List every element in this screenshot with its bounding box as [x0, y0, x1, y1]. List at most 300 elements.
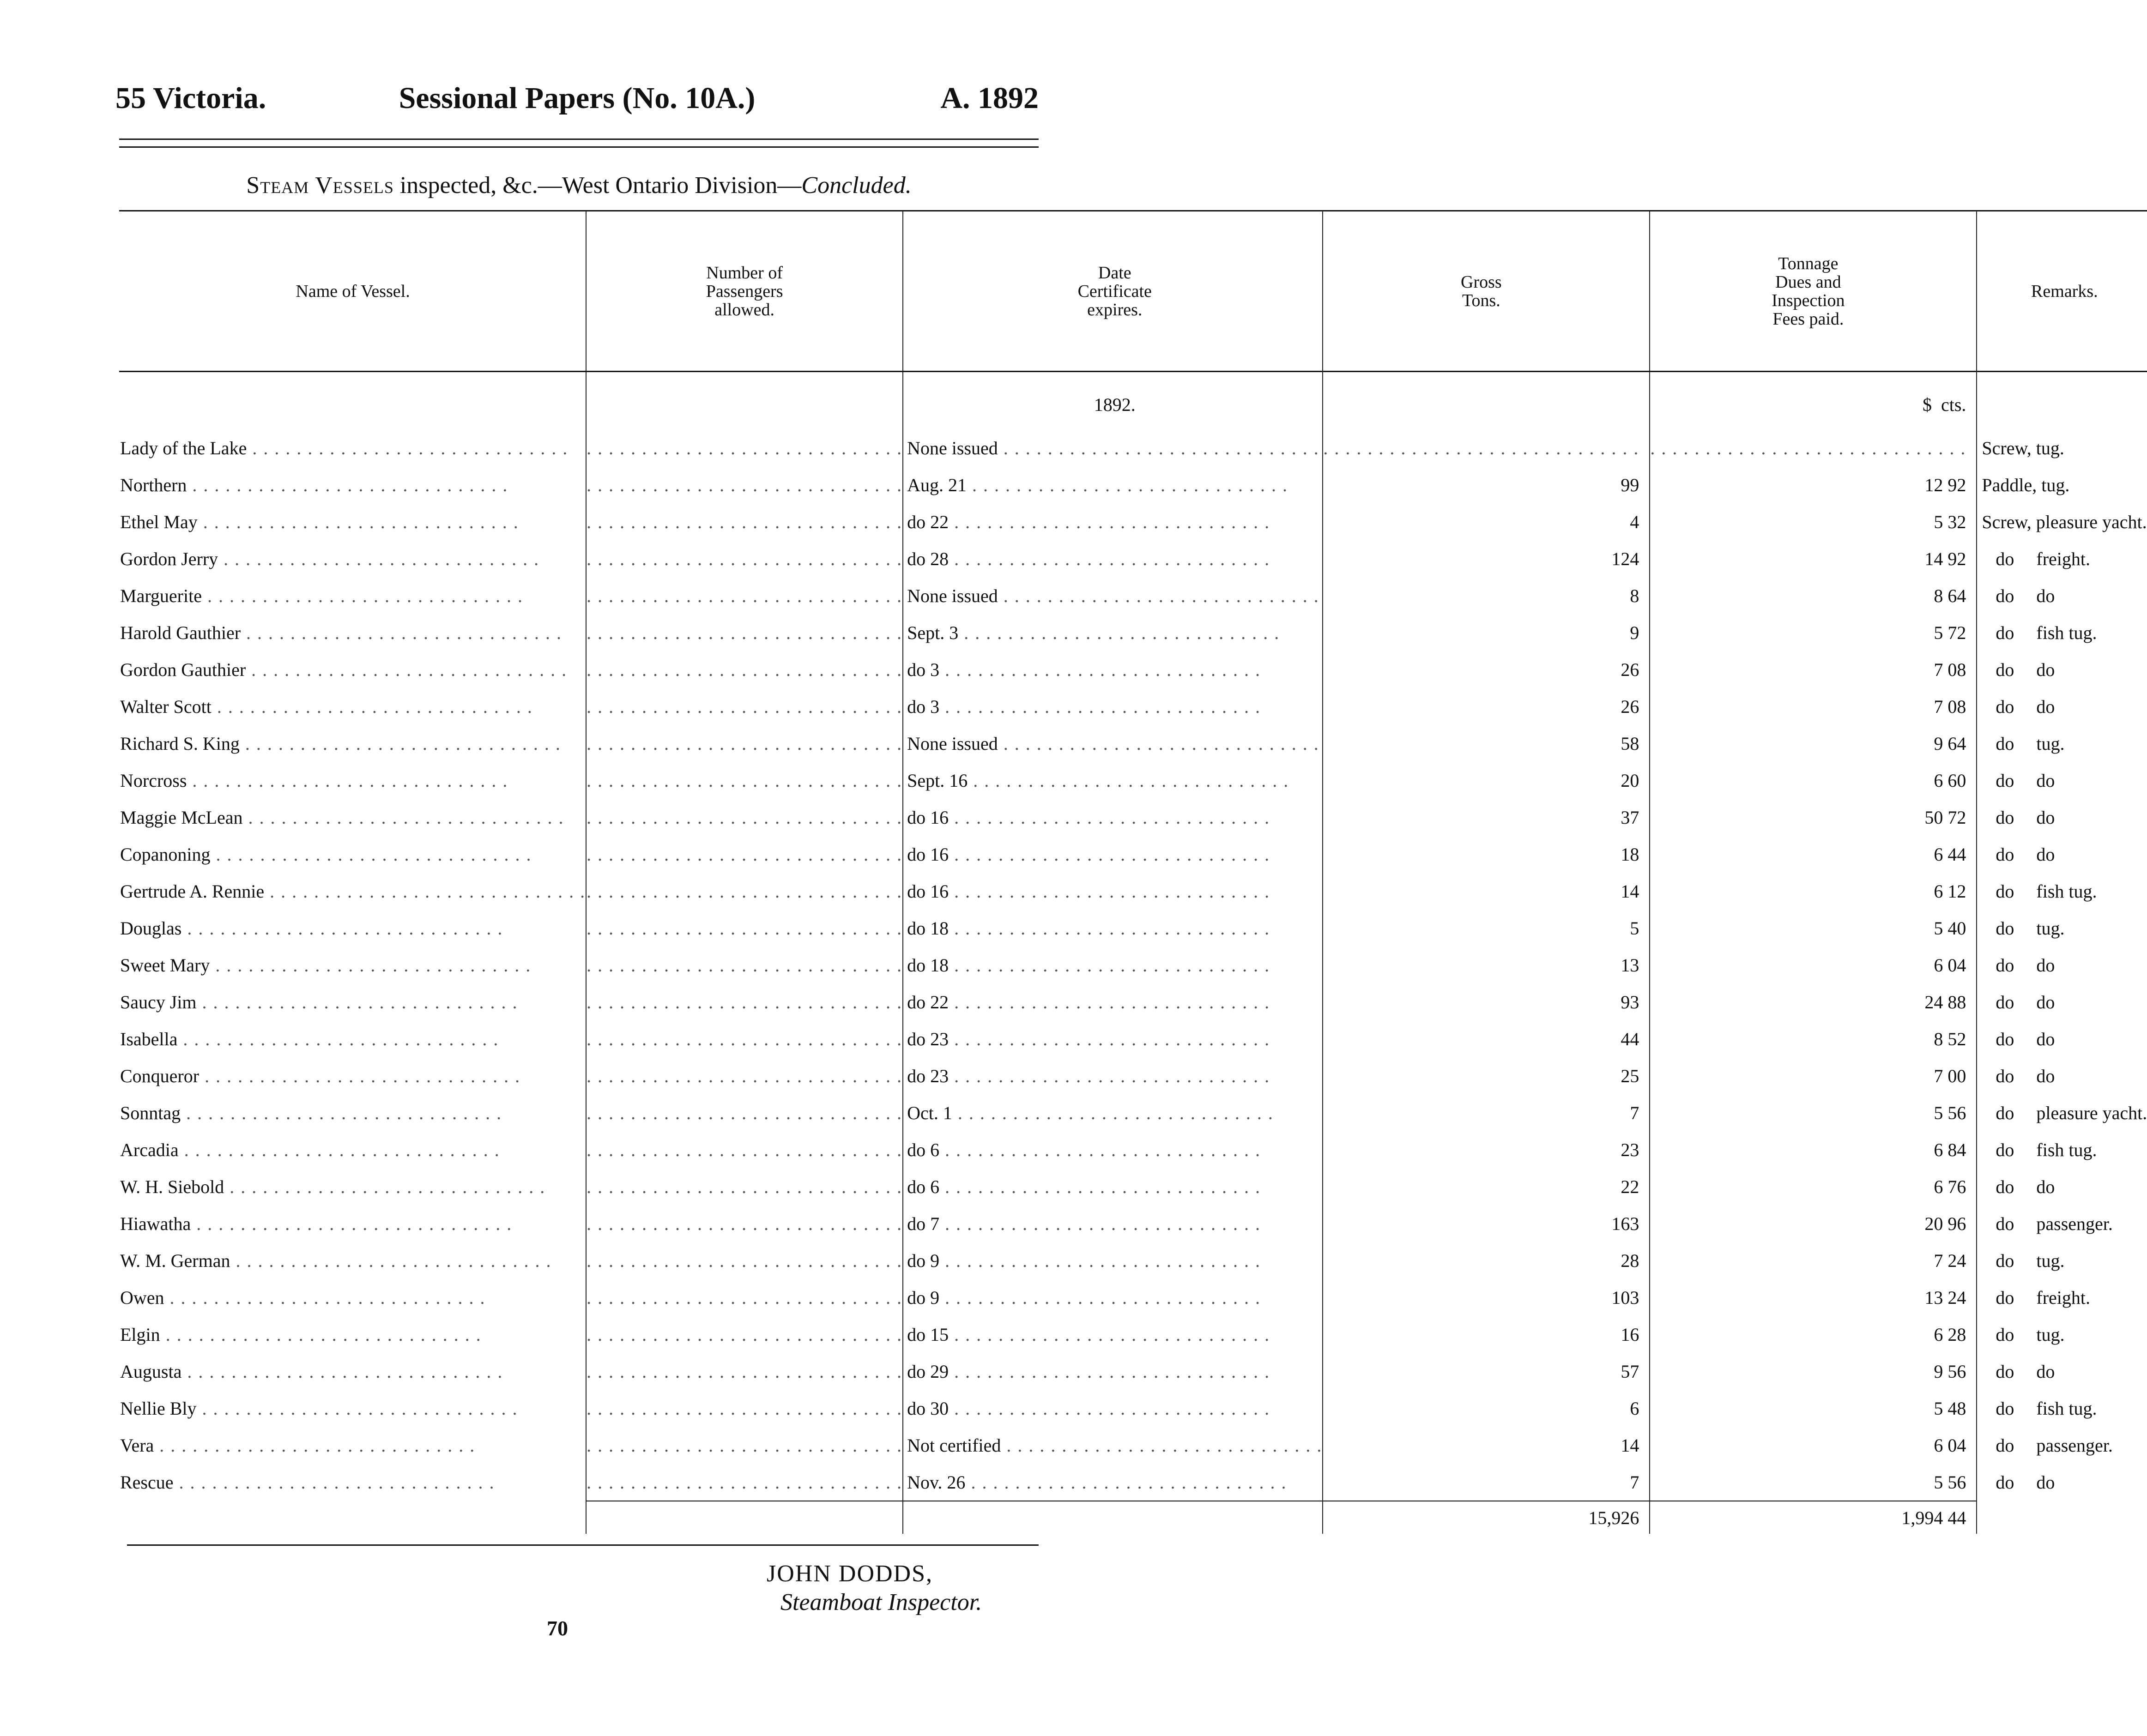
- gross-tons-cell: 16: [1323, 1316, 1650, 1353]
- gross-tons-cell: 7: [1323, 1464, 1650, 1501]
- vessel-name-cell: [119, 1316, 586, 1353]
- remarks-cell: [1977, 614, 2147, 651]
- passengers-cell: [586, 577, 903, 614]
- vessel-name: Gordon Gauthier: [120, 659, 246, 680]
- passengers-cell: [586, 651, 903, 688]
- leader-dots: . . . . . . . . . . . . . . . . . . . . . . . . . . . . .: [587, 474, 903, 495]
- totals-row: [119, 1501, 2147, 1534]
- dues-paid-cell: 9 64: [1650, 725, 1977, 762]
- dues-paid-cell: 6 12: [1650, 873, 1977, 910]
- passengers-cell: [586, 1316, 903, 1353]
- gross-tons-cell: 14: [1323, 1427, 1650, 1464]
- certificate-date-cell: [903, 1427, 1323, 1464]
- remark-type: do: [1996, 1361, 2014, 1382]
- leader-dots: . . . . . . . . . . . . . . . . . . . . . . . . . . . . .: [949, 1028, 1270, 1049]
- vessel-name-cell: [119, 910, 586, 946]
- remarks-cell: [1977, 983, 2147, 1020]
- leader-dots: . . . . . . . . . . . . . . . . . . . . . . . . . . . . .: [939, 1176, 1261, 1197]
- dues-paid-cell: 6 84: [1650, 1131, 1977, 1168]
- gross-tons-cell: 99: [1323, 466, 1650, 503]
- vessel-name: Saucy Jim: [120, 991, 197, 1013]
- leader-dots: . . . . . . . . . . . . . . . . . . . . . . . . . . . . .: [587, 659, 903, 680]
- passengers-cell: [586, 1464, 903, 1501]
- remark-type: Paddle, tug.: [1982, 474, 2070, 495]
- remark-type: do: [1996, 1324, 2014, 1345]
- table-row: [119, 983, 2147, 1020]
- leader-dots: . . . . . . . . . . . . . . . . . . . . . . . . . . . . .: [587, 1065, 903, 1086]
- vessel-name: Hiawatha: [120, 1213, 191, 1234]
- remarks-cell: [1977, 836, 2147, 873]
- leader-dots: . . . . . . . . . . . . . . . . . . . . . . . . . . . . .: [199, 1065, 521, 1086]
- col-header-date: [903, 211, 1323, 372]
- leader-dots: . . . . . . . . . . . . . . . . . . . . . . . . . . . . .: [949, 1065, 1270, 1086]
- leader-dots: . . . . . . . . . . . . . . . . . . . . . . . . . . . . .: [164, 1287, 486, 1308]
- passengers-cell: [586, 503, 903, 540]
- remarks-cell: [1977, 540, 2147, 577]
- caption-title: Steam Vessels: [246, 172, 394, 199]
- leader-dots: . . . . . . . . . . . . . . . . . . . . . . . . . . . . .: [949, 991, 1270, 1013]
- remark-use: passenger.: [2036, 1213, 2113, 1234]
- remark-type: do: [1996, 733, 2014, 754]
- vessel-name: Rescue: [120, 1472, 174, 1493]
- vessel-name-cell: [119, 836, 586, 873]
- vessel-name-cell: [119, 429, 586, 466]
- passengers-cell: [586, 1131, 903, 1168]
- vessel-name: Northern: [120, 474, 187, 495]
- remark-type: do: [1996, 1065, 2014, 1086]
- remark-use: do: [2036, 1065, 2055, 1086]
- remarks-cell: [1977, 466, 2147, 503]
- gross-tons-cell: 13: [1323, 946, 1650, 983]
- leader-dots: . . . . . . . . . . . . . . . . . . . . . . . . . . . . .: [160, 1324, 482, 1345]
- dues-paid-cell: 7 08: [1650, 651, 1977, 688]
- remark-type: do: [1996, 954, 2014, 976]
- col-header-gross-text: Gross Tons.: [1461, 272, 1502, 310]
- leader-dots: . . . . . . . . . . . . . . . . . . . . . . . . . . . . .: [587, 770, 903, 791]
- table-row: [119, 1205, 2147, 1242]
- vessel-name-cell: [119, 1168, 586, 1205]
- passengers-cell: [586, 910, 903, 946]
- passengers-cell: [586, 1057, 903, 1094]
- certificate-date: do 18: [907, 954, 949, 976]
- table-row: [119, 503, 2147, 540]
- leader-dots: . . . . . . . . . . . . . . . . . . . . . . . . . . . . .: [587, 844, 903, 865]
- vessel-name: Nellie Bly: [120, 1398, 197, 1419]
- gross-tons-cell: 26: [1323, 651, 1650, 688]
- remark-type: do: [1996, 548, 2014, 569]
- leader-dots: . . . . . . . . . . . . . . . . . . . . . . . . . . . . .: [949, 1324, 1270, 1345]
- table-row: [119, 540, 2147, 577]
- remark-use: do: [2036, 1028, 2055, 1049]
- vessel-name-cell: [119, 1390, 586, 1427]
- vessel-name: Augusta: [120, 1361, 182, 1382]
- certificate-date-cell: [903, 1205, 1323, 1242]
- leader-dots: . . . . . . . . . . . . . . . . . . . . . . . . . . . . .: [196, 991, 518, 1013]
- dues-paid-cell: 6 04: [1650, 1427, 1977, 1464]
- dues-paid-cell: 6 04: [1650, 946, 1977, 983]
- certificate-date: do 16: [907, 807, 949, 828]
- leader-dots: . . . . . . . . . . . . . . . . . . . . . . . . . . . . .: [264, 880, 586, 902]
- header-double-rule: [119, 139, 1039, 148]
- certificate-date-cell: [903, 836, 1323, 873]
- certificate-date-cell: [903, 614, 1323, 651]
- certificate-date: Aug. 21: [907, 474, 967, 495]
- dues-paid-cell: 14 92: [1650, 540, 1977, 577]
- table-row: [119, 688, 2147, 725]
- vessel-name: Harold Gauthier: [120, 622, 241, 643]
- remark-use: do: [2036, 696, 2055, 717]
- vessel-name: Owen: [120, 1287, 164, 1308]
- passengers-cell: [586, 1279, 903, 1316]
- leader-dots: . . . . . . . . . . . . . . . . . . . . . . . . . . . . .: [949, 548, 1270, 569]
- dues-paid-cell: 9 56: [1650, 1353, 1977, 1390]
- vessel-name-cell: [119, 799, 586, 836]
- dues-paid-cell: 13 24: [1650, 1279, 1977, 1316]
- certificate-date: do 7: [907, 1213, 940, 1234]
- leader-dots: . . . . . . . . . . . . . . . . . . . . . . . . . . . . .: [587, 1176, 903, 1197]
- passengers-cell: [586, 873, 903, 910]
- leader-dots: . . . . . . . . . . . . . . . . . . . . . . . . . . . . .: [210, 954, 532, 976]
- remark-type: Screw, pleasure yacht.: [1982, 511, 2147, 532]
- leader-dots: . . . . . . . . . . . . . . . . . . . . . . . . . . . . .: [210, 844, 532, 865]
- table-caption: [119, 172, 1039, 199]
- leader-dots: . . . . . . . . . . . . . . . . . . . . . . . . . . . . .: [587, 733, 903, 754]
- certificate-date-cell: [903, 1057, 1323, 1094]
- dues-paid-cell: 5 48: [1650, 1390, 1977, 1427]
- units-row: [119, 372, 2147, 430]
- gross-tons-cell: 14: [1323, 873, 1650, 910]
- certificate-date-cell: [903, 910, 1323, 946]
- remarks-cell: [1977, 1353, 2147, 1390]
- passengers-cell: [586, 762, 903, 799]
- remark-use: fish tug.: [2036, 1139, 2097, 1160]
- table-row: [119, 1020, 2147, 1057]
- table-row: [119, 1131, 2147, 1168]
- table-row: [119, 1279, 2147, 1316]
- certificate-date-cell: [903, 946, 1323, 983]
- certificate-date: do 22: [907, 511, 949, 532]
- certificate-date: Sept. 3: [907, 622, 959, 643]
- vessel-name-cell: [119, 1020, 586, 1057]
- passengers-cell: [586, 836, 903, 873]
- passengers-cell: [586, 1390, 903, 1427]
- remarks-cell: [1977, 799, 2147, 836]
- certificate-date: do 18: [907, 917, 949, 939]
- leader-dots: . . . . . . . . . . . . . . . . . . . . . . . . . . . . .: [201, 585, 523, 606]
- leader-dots: . . . . . . . . . . . . . . . . . . . . . . . . . . . . .: [939, 1287, 1261, 1308]
- gross-tons-cell: 58: [1323, 725, 1650, 762]
- certificate-date: do 23: [907, 1065, 949, 1086]
- leader-dots: . . . . . . . . . . . . . . . . . . . . . . . . . . . . .: [181, 917, 503, 939]
- vessel-name-cell: [119, 983, 586, 1020]
- dues-paid-cell: 8 64: [1650, 577, 1977, 614]
- table-row: [119, 1390, 2147, 1427]
- certificate-date-cell: [903, 1464, 1323, 1501]
- certificate-date-cell: [903, 1168, 1323, 1205]
- gross-tons-cell: 8: [1323, 577, 1650, 614]
- remarks-cell: [1977, 910, 2147, 946]
- gross-tons-cell: 124: [1323, 540, 1650, 577]
- remarks-cell: [1977, 873, 2147, 910]
- remark-type: do: [1996, 770, 2014, 791]
- table-header: [119, 211, 2147, 372]
- vessel-name-cell: [119, 873, 586, 910]
- table-row: [119, 946, 2147, 983]
- leader-dots: . . . . . . . . . . . . . . . . . . . . . . . . . . . . .: [587, 880, 903, 902]
- certificate-date-cell: [903, 688, 1323, 725]
- vessel-name-cell: [119, 614, 586, 651]
- dues-paid-cell: 5 32: [1650, 503, 1977, 540]
- remark-type: do: [1996, 1472, 2014, 1493]
- leader-dots: . . . . . . . . . . . . . . . . . . . . . . . . . . . . .: [177, 1028, 499, 1049]
- certificate-date: do 16: [907, 844, 949, 865]
- vessel-name: Lady of the Lake: [120, 437, 247, 458]
- leader-dots: . . . . . . . . . . . . . . . . . . . . . . . . . . . . .: [587, 1213, 903, 1234]
- totals-blank: [1977, 1501, 2147, 1534]
- passengers-cell: [586, 946, 903, 983]
- vessel-name-cell: [119, 1242, 586, 1279]
- remark-use: do: [2036, 1361, 2055, 1382]
- remark-use: do: [2036, 585, 2055, 606]
- leader-dots: . . . . . . . . . . . . . . . . . . . . . . . . . . . . .: [197, 511, 519, 532]
- passengers-cell: [586, 1242, 903, 1279]
- leader-dots: . . . . . . . . . . . . . . . . . . . . . . . . . . . . .: [181, 1102, 502, 1123]
- leader-dots: . . . . . . . . . . . . . . . . . . . . . . . . . . . . .: [587, 1361, 903, 1382]
- certificate-date: do 15: [907, 1324, 949, 1345]
- totals-blank: [119, 1501, 586, 1534]
- leader-dots: . . . . . . . . . . . . . . . . . . . . . . . . . . . . .: [196, 1398, 518, 1419]
- remark-type: do: [1996, 1287, 2014, 1308]
- remarks-cell: [1977, 1316, 2147, 1353]
- certificate-date-cell: [903, 1279, 1323, 1316]
- leader-dots: . . . . . . . . . . . . . . . . . . . . . . . . . . . . .: [949, 954, 1270, 976]
- remark-type: Screw, tug.: [1982, 437, 2064, 458]
- leader-dots: . . . . . . . . . . . . . . . . . . . . . . . . . . . . .: [181, 1361, 503, 1382]
- leader-dots: . . . . . . . . . . . . . . . . . . . . . . . . . . . . .: [587, 807, 903, 828]
- leader-dots: . . . . . . . . . . . . . . . . . . . . . . . . . . . . .: [998, 437, 1319, 458]
- remark-type: do: [1996, 1176, 2014, 1197]
- gross-tons-cell: 93: [1323, 983, 1650, 1020]
- leader-dots: . . . . . . . . . . . . . . . . . . . . . . . . . . . . .: [246, 659, 568, 680]
- vessel-name: Norcross: [120, 770, 187, 791]
- unit-year: 1892.: [903, 372, 1323, 430]
- leader-dots: . . . . . . . . . . . . . . . . . . . . . . . . . . . . .: [1001, 1435, 1323, 1456]
- dues-paid-cell: 6 44: [1650, 836, 1977, 873]
- remarks-cell: [1977, 1390, 2147, 1427]
- remark-type: do: [1996, 807, 2014, 828]
- remark-type: do: [1996, 991, 2014, 1013]
- certificate-date: do 9: [907, 1287, 940, 1308]
- vessel-name: Douglas: [120, 917, 182, 939]
- table-row: [119, 1353, 2147, 1390]
- leader-dots: . . . . . . . . . . . . . . . . . . . . . . . . . . . . .: [587, 1028, 903, 1049]
- remark-type: do: [1996, 917, 2014, 939]
- dues-paid-cell: 20 96: [1650, 1205, 1977, 1242]
- leader-dots: . . . . . . . . . . . . . . . . . . . . . . . . . . . . .: [587, 1139, 903, 1160]
- leader-dots: . . . . . . . . . . . . . . . . . . . . . . . . . . . . .: [224, 1176, 546, 1197]
- col-header-passengers-text: Number of Passengers allowed.: [706, 263, 783, 319]
- remark-use: freight.: [2036, 548, 2091, 569]
- certificate-date-cell: [903, 1242, 1323, 1279]
- gross-tons-cell: 5: [1323, 910, 1650, 946]
- leader-dots: . . . . . . . . . . . . . . . . . . . . . . . . . . . . .: [587, 954, 903, 976]
- passengers-cell: [586, 1205, 903, 1242]
- gross-tons-cell: 26: [1323, 688, 1650, 725]
- leader-dots: . . . . . . . . . . . . . . . . . . . . . . . . . . . . .: [241, 622, 562, 643]
- gross-tons-cell: 57: [1323, 1353, 1650, 1390]
- vessel-name-cell: [119, 1464, 586, 1501]
- vessel-name: Sweet Mary: [120, 954, 210, 976]
- remark-use: tug.: [2036, 1250, 2065, 1271]
- dues-paid-cell: 6 28: [1650, 1316, 1977, 1353]
- vessel-name: Isabella: [120, 1028, 178, 1049]
- remark-use: do: [2036, 1176, 2055, 1197]
- leader-dots: . . . . . . . . . . . . . . . . . . . . . . . . . . . . .: [587, 622, 903, 643]
- table-body: [119, 372, 2147, 1534]
- certificate-date-cell: [903, 1020, 1323, 1057]
- passengers-cell: [586, 1427, 903, 1464]
- gross-tons-cell: 4: [1323, 503, 1650, 540]
- leader-dots: . . . . . . . . . . . . . . . . . . . . . . . . . . . . .: [587, 548, 903, 569]
- leader-dots: . . . . . . . . . . . . . . . . . . . . . . . . . . . . .: [587, 511, 903, 532]
- vessel-name: Sonntag: [120, 1102, 181, 1123]
- remark-use: tug.: [2036, 1324, 2065, 1345]
- passengers-cell: [586, 540, 903, 577]
- remarks-cell: [1977, 429, 2147, 466]
- vessel-name: Arcadia: [120, 1139, 179, 1160]
- gross-tons-cell: 25: [1323, 1057, 1650, 1094]
- vessel-name-cell: [119, 688, 586, 725]
- vessel-name-cell: [119, 1279, 586, 1316]
- leader-dots: . . . . . . . . . . . . . . . . . . . . . . . . . . . . .: [998, 733, 1319, 754]
- remarks-cell: [1977, 1242, 2147, 1279]
- leader-dots: . . . . . . . . . . . . . . . . . . . . . . . . . . . . .: [173, 1472, 495, 1493]
- remark-use: freight.: [2036, 1287, 2091, 1308]
- leader-dots: . . . . . . . . . . . . . . . . . . . . . . . . . . . . .: [967, 474, 1288, 495]
- leader-dots: . . . . . . . . . . . . . . . . . . . . . . . . . . . . .: [218, 548, 540, 569]
- remark-use: pleasure yacht.: [2036, 1102, 2147, 1123]
- remark-use: fish tug.: [2036, 622, 2097, 643]
- unit-currency: [1650, 372, 1977, 430]
- table-row: [119, 1427, 2147, 1464]
- certificate-date: do 29: [907, 1361, 949, 1382]
- col-header-name: Name of Vessel.: [119, 211, 586, 372]
- leader-dots: . . . . . . . . . . . . . . . . . . . . . . . . . . . . .: [949, 844, 1270, 865]
- remark-type: do: [1996, 880, 2014, 902]
- header-volume: 55 Victoria.: [115, 81, 266, 115]
- certificate-date-cell: [903, 725, 1323, 762]
- certificate-date-cell: [903, 1316, 1323, 1353]
- vessel-name: Gertrude A. Rennie: [120, 880, 265, 902]
- certificate-date-cell: [903, 577, 1323, 614]
- vessel-name-cell: [119, 1427, 586, 1464]
- remark-type: do: [1996, 1028, 2014, 1049]
- gross-tons-cell: 37: [1323, 799, 1650, 836]
- col-header-dues-text: Tonnage Dues and Inspection Fees paid.: [1772, 253, 1845, 329]
- dues-paid-cell: 6 76: [1650, 1168, 1977, 1205]
- gross-tons-cell: 22: [1323, 1168, 1650, 1205]
- certificate-date: do 6: [907, 1139, 940, 1160]
- leader-dots: . . . . . . . . . . . . . . . . . . . . . . . . . . . . .: [587, 1287, 903, 1308]
- table-row: [119, 762, 2147, 799]
- certificate-date: None issued: [907, 437, 998, 458]
- vessel-name-cell: [119, 466, 586, 503]
- vessel-name-cell: [119, 725, 586, 762]
- remarks-cell: [1977, 503, 2147, 540]
- total-gross-tons: 15,926: [1323, 1501, 1650, 1534]
- certificate-date: do 30: [907, 1398, 949, 1419]
- vessel-name-cell: [119, 651, 586, 688]
- certificate-date: do 6: [907, 1176, 940, 1197]
- page-number: 70: [547, 1616, 568, 1640]
- table-row: [119, 429, 2147, 466]
- remarks-cell: [1977, 688, 2147, 725]
- leader-dots: . . . . . . . . . . . . . . . . . . . . . . . . . . . . .: [587, 1102, 903, 1123]
- leader-dots: . . . . . . . . . . . . . . . . . . . . . . . . . . . . .: [587, 1471, 903, 1493]
- remarks-cell: [1977, 946, 2147, 983]
- passengers-cell: [586, 799, 903, 836]
- leader-dots: . . . . . . . . . . . . . . . . . . . . . . . . . . . . .: [587, 1398, 903, 1419]
- passengers-cell: [586, 1168, 903, 1205]
- leader-dots: . . . . . . . . . . . . . . . . . . . . . . . . . . . . .: [587, 991, 903, 1013]
- table-row: [119, 836, 2147, 873]
- vessel-name-cell: [119, 1131, 586, 1168]
- remarks-cell: [1977, 577, 2147, 614]
- col-header-passengers: [586, 211, 903, 372]
- dues-paid-cell: 5 72: [1650, 614, 1977, 651]
- running-header: [115, 81, 1039, 122]
- vessel-name-cell: [119, 1205, 586, 1242]
- remarks-cell: [1977, 1094, 2147, 1131]
- unit-dollar: $: [1922, 394, 1932, 415]
- remark-type: do: [1996, 659, 2014, 680]
- vessel-name-cell: [119, 1057, 586, 1094]
- remarks-cell: [1977, 1464, 2147, 1501]
- remark-type: do: [1996, 622, 2014, 643]
- certificate-date-cell: [903, 762, 1323, 799]
- table-row: [119, 1168, 2147, 1205]
- leader-dots: . . . . . . . . . . . . . . . . . . . . . . . . . . . . .: [242, 807, 564, 828]
- certificate-date: do 9: [907, 1250, 940, 1271]
- certificate-date: Not certified: [907, 1435, 1001, 1456]
- passengers-cell: [586, 1020, 903, 1057]
- leader-dots: . . . . . . . . . . . . . . . . . . . . . . . . . . . . .: [939, 1139, 1261, 1160]
- vessel-name: Gordon Jerry: [120, 548, 218, 569]
- table-row: [119, 1057, 2147, 1094]
- certificate-date: do 22: [907, 991, 949, 1013]
- passengers-cell: [586, 688, 903, 725]
- passengers-cell: [586, 429, 903, 466]
- vessel-name-cell: [119, 1094, 586, 1131]
- vessel-name: Conqueror: [120, 1065, 200, 1086]
- remark-use: passenger.: [2036, 1435, 2113, 1456]
- leader-dots: . . . . . . . . . . . . . . . . . . . . . . . . . . . . .: [587, 437, 903, 458]
- remark-type: do: [1996, 1435, 2014, 1456]
- remark-use: tug.: [2036, 733, 2065, 754]
- remark-type: do: [1996, 1102, 2014, 1123]
- total-dues-paid: 1,994 44: [1650, 1501, 1977, 1534]
- gross-tons-cell: 103: [1323, 1279, 1650, 1316]
- vessel-name-cell: [119, 503, 586, 540]
- leader-dots: . . . . . . . . . . . . . . . . . . . . . . . . . . . . .: [952, 1102, 1274, 1123]
- dues-paid-cell: 7 08: [1650, 688, 1977, 725]
- table-row: [119, 799, 2147, 836]
- dues-paid-cell: 5 56: [1650, 1464, 1977, 1501]
- certificate-date-cell: [903, 1353, 1323, 1390]
- certificate-date-cell: [903, 540, 1323, 577]
- remarks-cell: [1977, 725, 2147, 762]
- leader-dots: . . . . . . . . . . . . . . . . . . . . . . . . . . . . .: [247, 437, 569, 458]
